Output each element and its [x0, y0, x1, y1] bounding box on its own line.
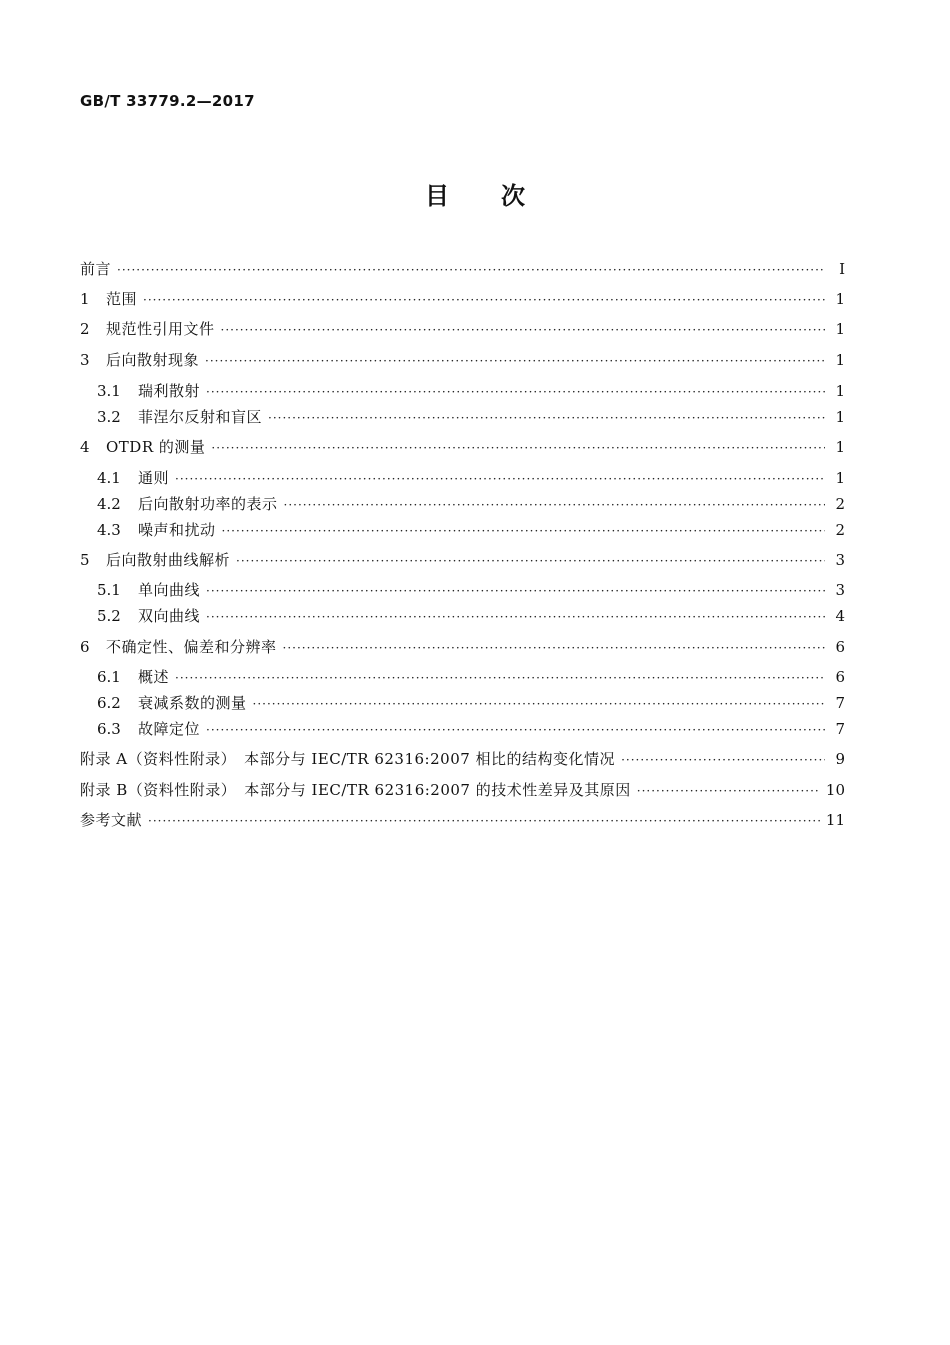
- toc-entry[interactable]: [80, 809, 845, 832]
- toc-entry[interactable]: [80, 666, 845, 689]
- toc-entry-label: 故障定位: [138, 720, 201, 738]
- toc-dot-leader: [206, 381, 825, 403]
- toc-entry[interactable]: [80, 779, 845, 802]
- toc-entry-label: 附录 B（资料性附录） 本部分与 IEC/TR 62316:2007 的技术性差异及其原因: [80, 781, 631, 799]
- toc-entry-number: 3.2: [97, 408, 121, 426]
- toc-entry-page: 7: [835, 694, 845, 712]
- toc-dot-leader: [175, 667, 825, 689]
- toc-dot-leader: [221, 319, 825, 341]
- toc-entry-label: 单向曲线: [138, 581, 201, 599]
- toc-entry-number: 6: [80, 638, 90, 656]
- toc-dot-leader: [637, 780, 820, 802]
- toc-entry-number: 4.3: [97, 521, 121, 539]
- toc-entry-page: 2: [835, 521, 845, 539]
- toc-entry-page: 1: [835, 382, 845, 400]
- toc-entry[interactable]: [80, 579, 845, 602]
- toc-dot-leader: [206, 580, 825, 602]
- toc-dot-leader: [143, 289, 825, 311]
- toc-entry-page: 6: [835, 638, 845, 656]
- toc-entry-label: 后向散射曲线解析: [106, 551, 231, 569]
- toc-entry-label: 双向曲线: [138, 607, 201, 625]
- toc-entry-page: 6: [835, 668, 845, 686]
- toc-entry-page: Ⅰ: [839, 260, 845, 278]
- toc-entry[interactable]: [80, 718, 845, 741]
- toc-entry-label: 不确定性、偏差和分辨率: [106, 638, 277, 656]
- toc-entry[interactable]: [80, 519, 845, 542]
- toc-dot-leader: [205, 350, 825, 372]
- standard-number: GB/T 33779.2—2017: [80, 92, 255, 110]
- toc-entry-label: 前言: [80, 260, 112, 278]
- toc-dot-leader: [268, 407, 825, 429]
- toc-title-char-2: 次: [501, 182, 525, 210]
- toc-entry[interactable]: [80, 692, 845, 715]
- toc-dot-leader: [236, 550, 825, 572]
- toc-dot-leader: [283, 637, 825, 659]
- toc-entry[interactable]: [80, 436, 845, 459]
- toc-entry-number: 4.2: [97, 495, 121, 513]
- toc-entry-number: 5.2: [97, 607, 121, 625]
- toc-entry-label: 衰减系数的测量: [138, 694, 247, 712]
- toc-entry-label: 概述: [138, 668, 170, 686]
- toc-entry-page: 2: [835, 495, 845, 513]
- toc-entry[interactable]: [80, 380, 845, 403]
- toc-dot-leader: [253, 693, 825, 715]
- toc-entry-page: 4: [835, 607, 845, 625]
- toc-entry-page: 7: [835, 720, 845, 738]
- toc-entry-number: 1: [80, 290, 90, 308]
- toc-entry[interactable]: [80, 258, 845, 281]
- toc-dot-leader: [148, 810, 820, 832]
- toc-dot-leader: [117, 259, 825, 281]
- toc-entry-number: 5: [80, 551, 90, 569]
- toc-dot-leader: [621, 749, 825, 771]
- toc-entry[interactable]: [80, 406, 845, 429]
- toc-entry-label: 后向散射现象: [106, 351, 200, 369]
- toc-entry-page: 1: [835, 320, 845, 338]
- toc-entry-label: OTDR 的测量: [106, 438, 206, 456]
- toc-entry-page: 1: [835, 438, 845, 456]
- toc-entry-number: 4.1: [97, 469, 121, 487]
- toc-dot-leader: [222, 520, 825, 542]
- toc-entry[interactable]: [80, 349, 845, 372]
- toc-entry-number: 6.3: [97, 720, 121, 738]
- toc-entry-label: 附录 A（资料性附录） 本部分与 IEC/TR 62316:2007 相比的结构变化情况: [80, 750, 616, 768]
- toc-entry-label: 噪声和扰动: [138, 521, 216, 539]
- toc-entry-page: 9: [835, 750, 845, 768]
- toc-title: [0, 176, 950, 211]
- toc-entry-number: 4: [80, 438, 90, 456]
- toc-entry[interactable]: [80, 549, 845, 572]
- toc-entry-number: 6.2: [97, 694, 121, 712]
- toc-entry[interactable]: [80, 748, 845, 771]
- toc-title-char-1: 目: [425, 182, 449, 210]
- toc-entry-number: 5.1: [97, 581, 121, 599]
- toc-entry-label: 范围: [106, 290, 138, 308]
- toc-entry-page: 10: [825, 781, 845, 799]
- toc-entry-label: 菲涅尔反射和盲区: [138, 408, 263, 426]
- toc-entry-label: 瑞利散射: [138, 382, 201, 400]
- toc-entry-page: 3: [835, 551, 845, 569]
- toc-entry-page: 1: [835, 469, 845, 487]
- toc-entry[interactable]: [80, 467, 845, 490]
- toc-entry-page: 1: [835, 290, 845, 308]
- toc-dot-leader: [206, 719, 825, 741]
- toc-dot-leader: [206, 606, 825, 628]
- toc-entry-label: 后向散射功率的表示: [138, 495, 278, 513]
- toc-entry[interactable]: [80, 493, 845, 516]
- toc-entry-label: 通则: [138, 469, 170, 487]
- toc-entry-number: 3: [80, 351, 90, 369]
- toc-entry-page: 1: [835, 351, 845, 369]
- toc-entry[interactable]: [80, 636, 845, 659]
- toc-entry[interactable]: [80, 318, 845, 341]
- toc-entry-page: 3: [835, 581, 845, 599]
- toc-entry[interactable]: [80, 605, 845, 628]
- toc-entry[interactable]: [80, 288, 845, 311]
- toc-entry-number: 2: [80, 320, 90, 338]
- toc-dot-leader: [211, 437, 825, 459]
- toc-dot-leader: [175, 468, 825, 490]
- toc-entry-number: 3.1: [97, 382, 121, 400]
- toc-entry-label: 参考文献: [80, 811, 143, 829]
- toc-entry-number: 6.1: [97, 668, 121, 686]
- toc-dot-leader: [284, 494, 825, 516]
- toc-entry-page: 1: [835, 408, 845, 426]
- toc-entry-page: 11: [825, 811, 845, 829]
- toc-entry-label: 规范性引用文件: [106, 320, 215, 338]
